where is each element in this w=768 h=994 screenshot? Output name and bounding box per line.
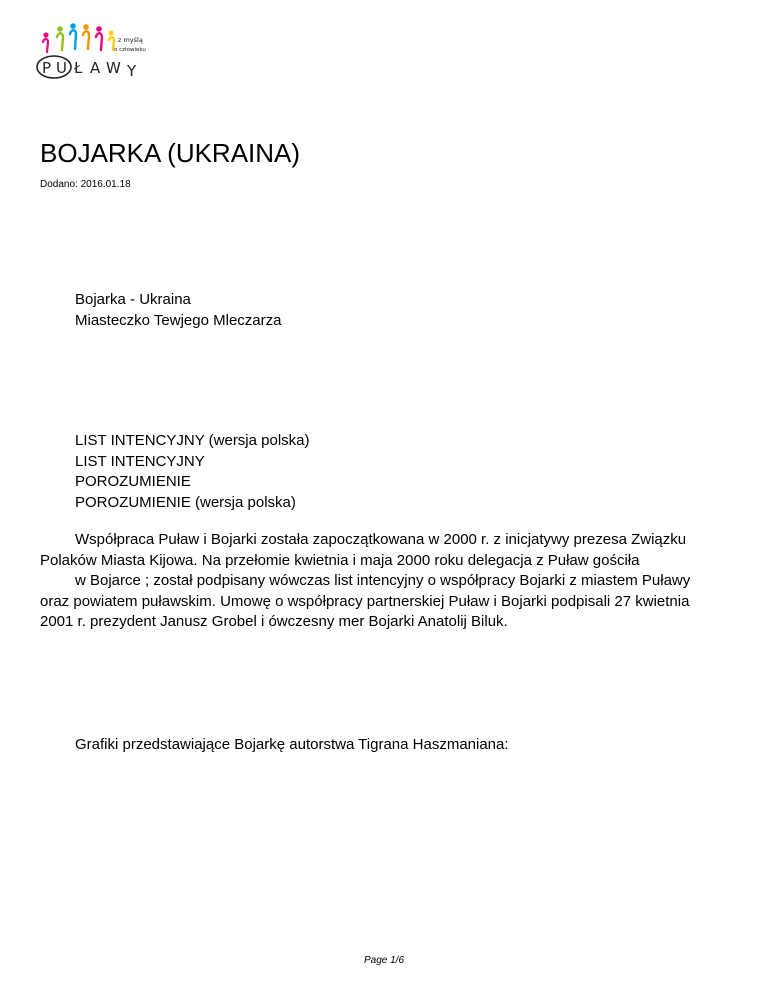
logo-figures — [43, 23, 114, 52]
subtitle-line: Bojarka - Ukraina — [75, 291, 191, 308]
logo-letter: P — [42, 59, 52, 77]
page-number: Page 1/6 — [363, 955, 405, 966]
article-date — [40, 178, 131, 192]
pulawy-logo — [34, 16, 150, 82]
paragraph-line: Współpraca Puław i Bojarki została zapoczątkowana w 2000 r. z inicjatywy prezesa Związku — [75, 531, 687, 548]
logo-letter: Ł — [74, 59, 83, 77]
paragraph-line: 2001 r. prezydent Janusz Grobel i ówczesny mer Bojarki Anatolij Biluk. — [40, 613, 508, 630]
document-link-list-intencyjny-pl[interactable]: LIST INTENCYJNY (wersja polska) — [75, 432, 310, 449]
logo-letter: U — [56, 59, 67, 77]
document-links — [75, 431, 310, 513]
logo-letter: W — [106, 59, 121, 77]
article-paragraph — [40, 530, 730, 633]
article-title: BOJARKA (UKRAINA) — [40, 138, 301, 168]
logo-tagline-2: o człowieku — [114, 47, 146, 53]
logo-letter: A — [90, 59, 101, 77]
pulawy-logo-graphic — [34, 16, 150, 82]
paragraph-line: oraz powiatem puławskim. Umowę o współpracy partnerskiej Puław i Bojarki podpisali 27 kwietnia — [40, 592, 690, 610]
document-link-porozumienie-pl[interactable]: POROZUMIENIE (wersja polska) — [75, 493, 296, 511]
logo-tagline-1: z myślą — [118, 36, 143, 44]
date-label: Dodano: — [40, 179, 78, 190]
logo-letter: Y — [127, 62, 137, 80]
graphics-caption: Grafiki przedstawiające Bojarkę autorstwa Tigrana Haszmaniana: — [75, 736, 509, 753]
document-link-porozumienie[interactable]: POROZUMIENIE — [75, 473, 191, 490]
paragraph-line: w Bojarce ; został podpisany wówczas list intencyjny o współpracy Bojarki z miastem Puławy — [75, 572, 691, 589]
paragraph-line: Polaków Miasta Kijowa. Na przełomie kwietnia i maja 2000 roku delegacja z Puław gościła — [40, 551, 640, 569]
subtitle-line: Miasteczko Tewjego Mleczarza — [75, 311, 282, 329]
article-subtitle — [75, 290, 281, 331]
date-value: 2016.01.18 — [80, 179, 131, 190]
document-link-list-intencyjny[interactable]: LIST INTENCYJNY — [75, 452, 205, 470]
